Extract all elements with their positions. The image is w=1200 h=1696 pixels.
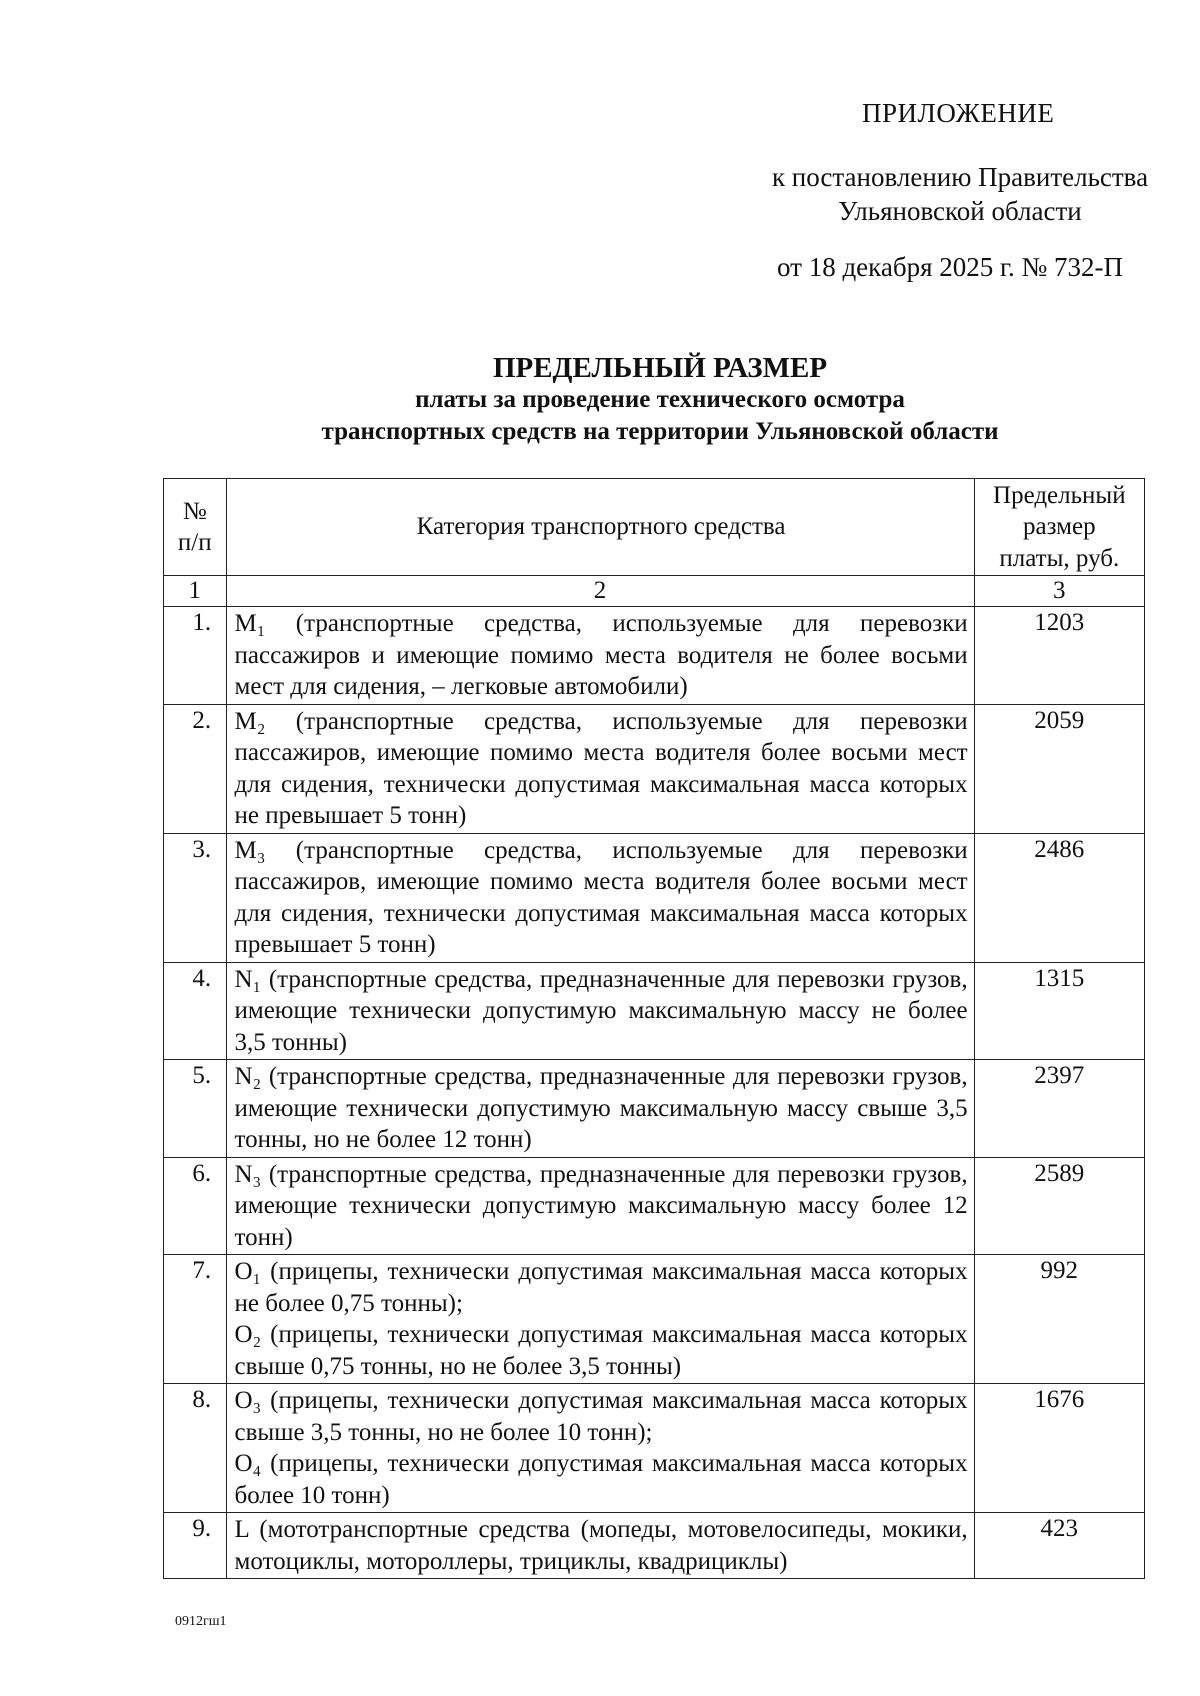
table-row [164,1255,1145,1384]
row-number [164,833,227,962]
header-number-line1: № [182,497,207,525]
row-number-text: 6. [192,1159,212,1187]
header-fee-line1: Предельный [993,481,1126,509]
row-number [164,607,227,705]
row-fee: 2059 [974,704,1144,833]
header-fee [974,479,1144,576]
document-subtitle-line2: транспортных средств на территории Ульяновской области [321,418,999,445]
row-fee: 1676 [974,1384,1144,1513]
document-subtitle-line1: платы за проведение технического осмотра [415,386,905,413]
table-row [164,833,1145,962]
header-fee-line3: платы, руб. [999,544,1120,572]
table-row [164,1157,1145,1255]
appendix-title: ПРИЛОЖЕНИЕ [862,98,1055,128]
row-category [226,607,974,705]
decree-reference [760,160,1160,228]
row-number [164,1157,227,1255]
header-number-line2: п/п [177,529,212,556]
row-category-text: M₂ (транспортные средства, используемые для перевозки пассажиров, имеющие помимо места водителя более восьми мест для сидения, технически допустимая максимальная масса которых не превышает 5 тонн) [234,707,968,829]
row-fee: 1315 [974,962,1144,1060]
row-fee: 992 [974,1255,1144,1384]
table-row [164,962,1145,1060]
row-fee: 2589 [974,1157,1144,1255]
document-code: 0912гш1 [175,1614,227,1629]
row-category-text: O₂ (прицепы, технически допустимая максимальная масса которых свыше 0,75 тонны, но не более 3,5 тонны) [234,1321,968,1380]
table-row [164,1513,1145,1579]
row-number [164,1384,227,1513]
row-category-text: M₃ (транспортные средства, используемые для перевозки пассажиров, имеющие помимо места водителя более восьми мест для сидения, технически допустимая максимальная масса которых превышает 5 тонн) [234,836,968,958]
row-number-text: 7. [192,1257,212,1284]
row-category [226,1384,974,1513]
table-row [164,1384,1145,1513]
row-number-text: 5. [192,1062,212,1089]
table-row [164,1060,1145,1158]
row-number [164,704,227,833]
row-number-text: 9. [192,1515,212,1542]
row-category-text: O₃ (прицепы, технически допустимая максимальная масса которых свыше 3,5 тонны, но не более 10 тонн); [234,1387,968,1446]
row-number-text: 2. [192,706,212,734]
row-category-text: N₂ (транспортные средства, предназначенные для перевозки грузов, имеющие технически допустимую максимальную массу свыше 3,5 тонны, но не более 12 тонн) [234,1063,968,1153]
table-header-row [164,479,1145,576]
table-row [164,704,1145,833]
row-category [226,1157,974,1255]
row-category [226,833,974,962]
header-fee-line2: размер [1023,513,1096,541]
row-fee: 2397 [974,1060,1144,1158]
row-fee: 1203 [974,607,1144,705]
row-number [164,1255,227,1384]
row-category [226,962,974,1060]
row-fee: 423 [974,1513,1144,1579]
row-category [226,1513,974,1579]
row-category [226,1255,974,1384]
decree-reference-line1: к постановлению Правительства [771,162,1149,192]
row-category-text: N₃ (транспортные средства, предназначенные для перевозки грузов, имеющие технически допустимую максимальную массу более 12 тонн) [234,1160,968,1251]
row-category [226,1060,974,1158]
decree-reference-line2: Ульяновской области [838,196,1082,226]
row-number-text: 1. [192,609,212,636]
table-row [164,607,1145,705]
column-index: 1 [164,576,227,607]
column-index-row [164,576,1145,607]
row-category-text: O₁ (прицепы, технически допустимая максимальная масса которых не более 0,75 тонны); [234,1258,968,1317]
document-title: ПРЕДЕЛЬНЫЙ РАЗМЕР [492,352,828,384]
header-number [164,479,227,576]
header-category: Категория транспортного средства [226,479,974,576]
row-number-text: 8. [192,1386,212,1413]
column-index: 3 [974,576,1144,607]
column-index: 2 [226,576,974,607]
row-number-text: 4. [192,964,212,992]
row-category-text: M₁ (транспортные средства, используемые для перевозки пассажиров и имеющие помимо места водителя не более восьми мест для сидения, – легковые автомобили) [234,610,968,700]
row-category-text: L (мототранспортные средства (мопеды, мотовелосипеды, мокики, мотоциклы, мотороллеры, трициклы, квадрициклы) [234,1516,968,1575]
row-number [164,1060,227,1158]
row-number-text: 3. [192,835,212,863]
row-category [226,704,974,833]
row-fee: 2486 [974,833,1144,962]
row-category-text: N₁ (транспортные средства, предназначенные для перевозки грузов, имеющие технически допустимую максимальную массу не более 3,5 тонны) [234,965,968,1056]
row-category-text: O₄ (прицепы, технически допустимая максимальная масса которых более 10 тонн) [234,1450,968,1509]
fee-table [163,478,1145,1579]
row-number [164,1513,227,1579]
row-number [164,962,227,1060]
decree-date: от 18 декабря 2025 г. № 732-П [777,252,1124,282]
